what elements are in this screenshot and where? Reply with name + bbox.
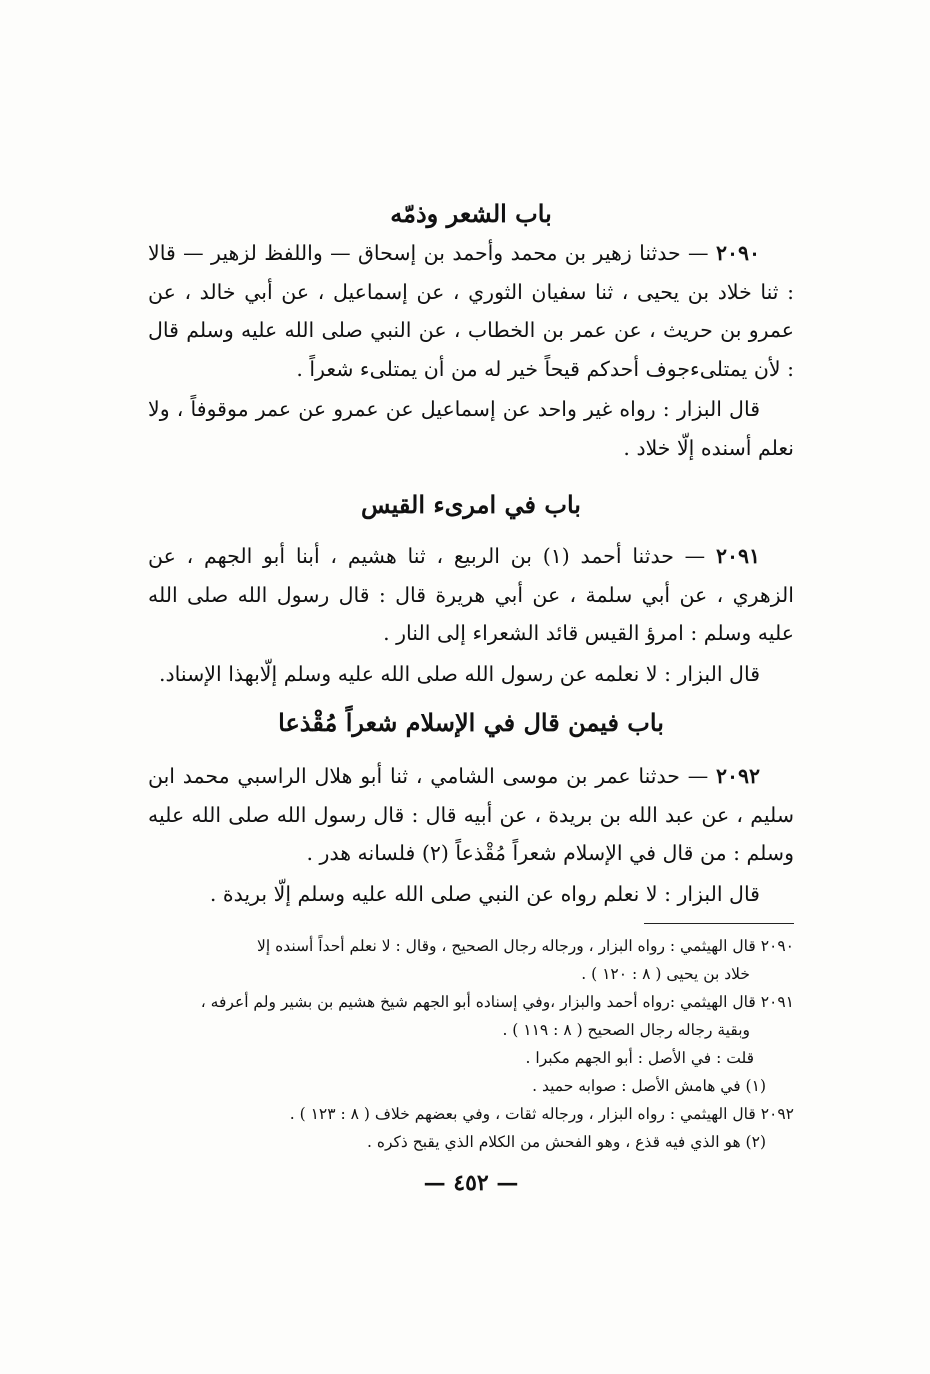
hadith-2091 bbox=[148, 537, 794, 653]
footnotes bbox=[148, 932, 794, 1156]
footnote-note: قلت : في الأصل : أبو الجهم مكبرا . bbox=[525, 1049, 754, 1067]
hadith-text: — حدثنا عمر بن موسى الشامي ، ثنا أبو هلال الراسبي محمد ابن سليم ، عن عبد الله بن بريدة ، عن أبيه قال : قال رسول الله صلى الله عليه وسلم : من قال في الإسلام شعراً مُقْذعاً (٢) فلسانه هدر . bbox=[148, 764, 794, 865]
footnote-2090: ٢٠٩٠ قال الهيثمي : رواه البزار ، ورجاله رجال الصحيح ، وقال : لا نعلم أحداً أسنده إلا bbox=[257, 937, 794, 955]
footnote-2091: ٢٠٩١ قال الهيثمي :رواه أحمد والبزار ،وفي إسناده أبو الجهم شيخ هشيم بن بشير ولم أعرفه ، bbox=[200, 993, 794, 1011]
hadith-number: ٢٠٩٢ bbox=[715, 764, 760, 788]
hadith-number: ٢٠٩١ bbox=[715, 544, 760, 568]
footnote-2091-continuation: وبقية رجاله رجال الصحيح ( ٨ : ١١٩ ) . bbox=[502, 1021, 750, 1039]
section-heading-obscene-poetry: باب فيمن قال في الإسلام شعراً مُقْذعا bbox=[278, 708, 664, 737]
footnote-2090-continuation: خلاد بن يحيى ( ٨ : ١٢٠ ) . bbox=[581, 965, 750, 983]
hadith-text: — حدثنا زهير بن محمد وأحمد بن إسحاق — واللفظ لزهير — قالا : ثنا خلاد بن يحيى ، ثنا سفيان الثوري ، عن إسماعيل ، عن أبي خالد ، عن عمرو بن حريث ، عن عمر بن الخطاب ، عن النبي صلى الله عليه وسلم قال : لأن يمتلىءجوف أحدكم قيحاً خير له من أن يمتلىء شعراً . bbox=[148, 241, 794, 381]
footnote-2092: ٢٠٩٢ قال الهيثمي : رواه البزار ، ورجاله ثقات ، وفي بعضهم خلاف ( ٨ : ١٢٣ ) . bbox=[289, 1105, 794, 1123]
hadith-2090 bbox=[148, 234, 794, 388]
footnote-1: (١) في هامش الأصل : صوابه حميد . bbox=[532, 1077, 766, 1095]
section-heading-imru-al-qays: باب في امرىء القيس bbox=[361, 490, 581, 519]
hadith-2092 bbox=[148, 757, 794, 873]
bazzar-comment-2092: قال البزار : لا نعلم رواه عن النبي صلى الله عليه وسلم إلّا بريدة . bbox=[209, 881, 760, 906]
bazzar-comment-2090: قال البزار : رواه غير واحد عن إسماعيل عن عمرو عن عمر موقوفاً ، ولا نعلم أسنده إلّا خلاد . bbox=[148, 397, 794, 460]
text-column bbox=[148, 196, 794, 1200]
bazzar-comment-2091: قال البزار : لا نعلمه عن رسول الله صلى الله عليه وسلم إلّابهذا الإسناد. bbox=[159, 661, 760, 686]
hadith-text: — حدثنا أحمد (١) بن الربيع ، ثنا هشيم ، أبنا أبو الجهم ، عن الزهري ، عن أبي سلمة ، عن أبي هريرة قال : قال رسول الله صلى الله عليه وسلم : امرؤ القيس قائد الشعراء إلى النار . bbox=[148, 544, 794, 645]
footnote-2: (٢) هو الذي فيه قذع ، وهو الفحش من الكلام الذي يقبح ذكره . bbox=[366, 1133, 766, 1151]
footnote-divider bbox=[644, 923, 794, 924]
page-number: — ٤٥٢ — bbox=[423, 1170, 519, 1196]
hadith-number: ٢٠٩٠ bbox=[715, 241, 760, 265]
section-heading-poetry: باب الشعر وذمّه bbox=[390, 199, 552, 228]
